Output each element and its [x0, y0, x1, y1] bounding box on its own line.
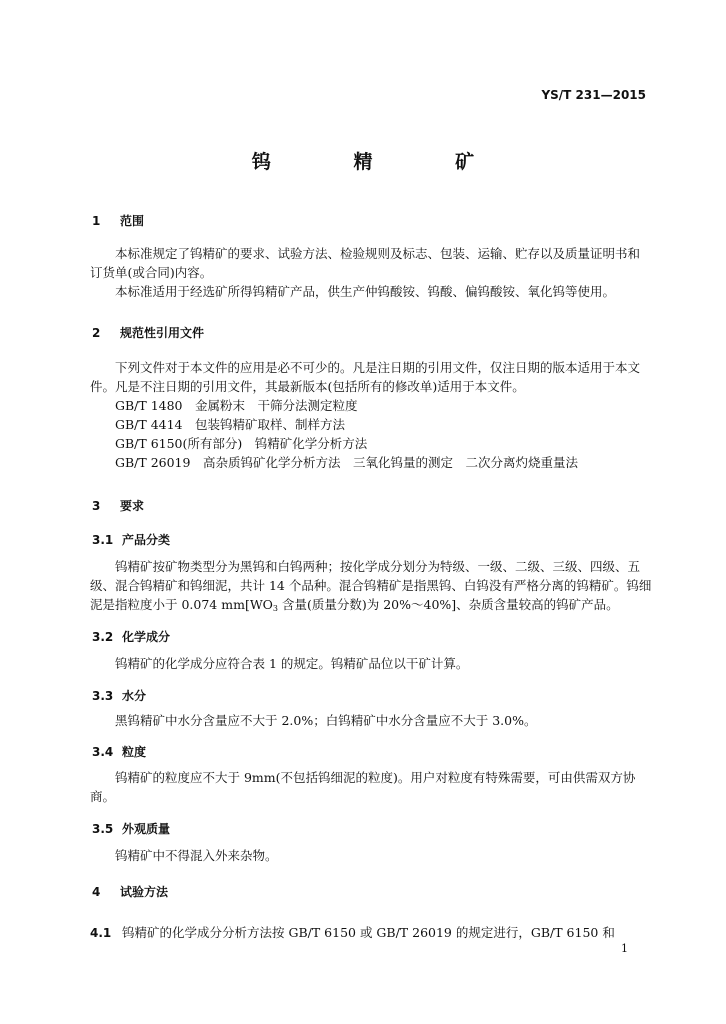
reference-item: GB/T 1480 金属粉末 干筛分法测定粒度: [115, 398, 358, 413]
paragraph: 本标准适用于经选矿所得钨精矿产品，供生产仲钨酸铵、钨酸、偏钨酸铵、氧化钨等使用。: [115, 284, 616, 299]
paragraph: 钨精矿的化学成分分析方法按 GB/T 6150 或 GB/T 26019 的规定进行，GB/T 6150 和: [122, 925, 615, 940]
paragraph: 钨精矿中不得混入外来杂物。: [115, 848, 278, 863]
section-3-2-body: [90, 654, 652, 673]
section-3-4-body: [90, 768, 652, 806]
page-number: 1: [621, 942, 628, 955]
standard-code: YS/T 231—2015: [541, 88, 646, 102]
section-3-5-body: [90, 846, 652, 865]
section-2-body: [90, 358, 652, 472]
paragraph: 钨精矿的化学成分应符合表 1 的规定。钨精矿品位以干矿计算。: [115, 656, 469, 671]
reference-item: GB/T 6150(所有部分) 钨精矿化学分析方法: [115, 436, 368, 451]
section-3-1-body: [90, 557, 652, 618]
heading-3-3: 3.3 水分: [92, 689, 147, 703]
heading-3-2: 3.2 化学成分: [92, 630, 171, 644]
heading-3-4: 3.4 粒度: [92, 745, 147, 759]
section-3-3-body: [90, 711, 652, 730]
heading-4: 4 试验方法: [92, 885, 169, 899]
paragraph: 本标准规定了钨精矿的要求、试验方法、检验规则及标志、包装、运输、贮存以及质量证明书和订货单(或合同)内容。: [90, 246, 641, 280]
heading-1: 1 范围: [92, 214, 145, 228]
paragraph: 黑钨精矿中水分含量应不大于 2.0%；白钨精矿中水分含量应不大于 3.0%。: [115, 713, 537, 728]
paragraph: 钨精矿按矿物类型分为黑钨和白钨两种；按化学成分划分为特级、一级、二级、三级、四级、五级、混合钨精矿和钨细泥，共计 14 个品种。混合钨精矿是指黑钨、白钨没有严格分离的钨精矿。钨细泥是指粒度小于 0.074 $mm[WO_3$ 含量(质量分数)为 20%～40%]、杂质含量较高的钨矿产品。: [90, 559, 652, 613]
reference-item: GB/T 26019 高杂质钨矿化学分析方法 三氧化钨量的测定 二次分离灼烧重量法: [115, 455, 578, 470]
section-4-1-body: [90, 923, 652, 943]
heading-2: 2 规范性引用文件: [92, 326, 205, 340]
heading-3: 3 要求: [92, 499, 145, 513]
document-title: 钨 精 矿: [251, 151, 513, 173]
clause-number: 4.1: [90, 926, 112, 940]
heading-3-1: 3.1 产品分类: [92, 533, 171, 547]
heading-3-5: 3.5 外观质量: [92, 822, 171, 836]
paragraph: 下列文件对于本文件的应用是必不可少的。凡是注日期的引用文件，仅注日期的版本适用于本文件。凡是不注日期的引用文件，其最新版本(包括所有的修改单)适用于本文件。: [90, 360, 641, 394]
reference-item: GB/T 4414 包装钨精矿取样、制样方法: [115, 417, 346, 432]
section-1-body: [90, 244, 652, 301]
paragraph: 钨精矿的粒度应不大于 9mm(不包括钨细泥的粒度)。用户对粒度有特殊需要，可由供需双方协商。: [90, 770, 636, 804]
